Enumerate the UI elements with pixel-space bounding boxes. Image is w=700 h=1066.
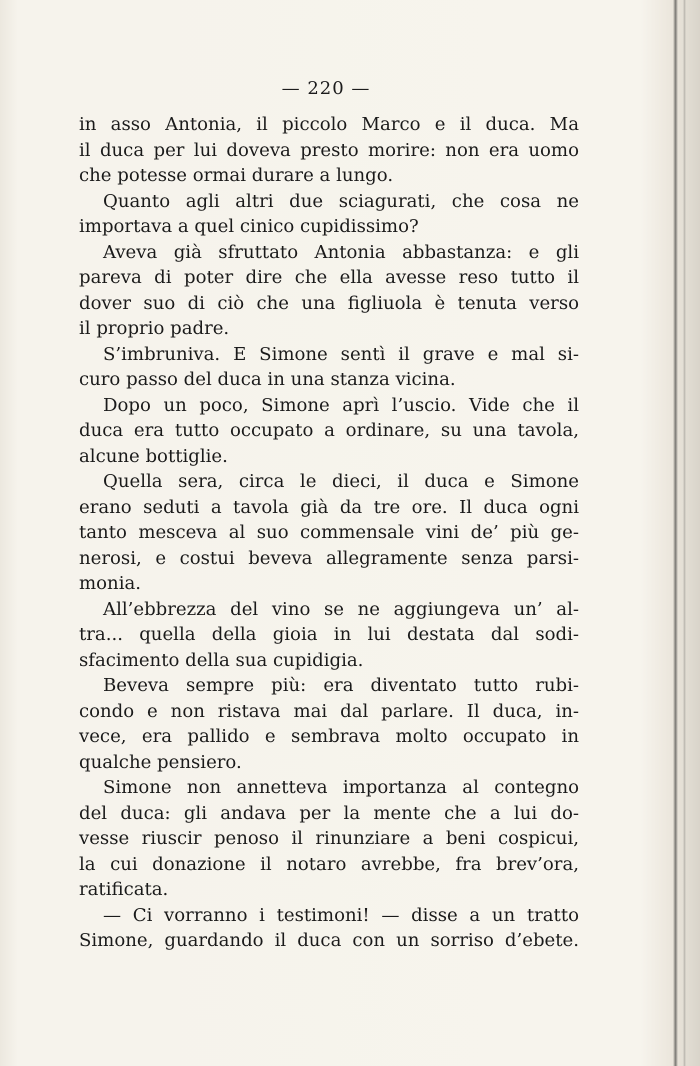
text-line: che potesse ormai durare a lungo. (79, 165, 394, 186)
text-line: del duca: gli andava per la mente che a lui do- (79, 802, 579, 824)
text-line: Dopo un poco, Simone aprì l’uscio. Vide che il (103, 394, 579, 416)
text-line: la cui donazione il notaro avrebbe, fra brev’ora, (79, 853, 579, 875)
text-line: vesse riuscir penoso il rinunziare a beni cospicui, (79, 828, 579, 849)
text-line: condo e non ristava mai dal parlare. Il duca, in- (79, 700, 579, 722)
text-line: curo passo del duca in una stanza vicina. (79, 369, 456, 390)
text-line: ratificata. (79, 879, 169, 900)
text-line: Beveva sempre più: era diventato tutto rubi- (103, 675, 579, 696)
page-spine-shadow (673, 0, 678, 1066)
page-edge-shadow (683, 0, 686, 1066)
text-line: importava a quel cinico cupidissimo? (79, 216, 419, 237)
text-line: in asso Antonia, il piccolo Marco e il duca. Ma (79, 114, 579, 135)
text-line: il proprio padre. (79, 318, 230, 339)
text-line: Quella sera, circa le dieci, il duca e Simone (103, 471, 579, 492)
text-line: Aveva già sfruttato Antonia abbastanza: e gli (103, 241, 579, 263)
text-line: qualche pensiero. (79, 751, 242, 773)
text-line: Simone, guardando il duca con un sorriso d’ebete. (79, 930, 579, 951)
text-line: il duca per lui doveva presto morire: non era uomo (79, 139, 579, 161)
text-line: tanto mesceva al suo commensale vini de’ più ge- (79, 522, 579, 543)
text-line: Simone non annetteva importanza al contegno (103, 777, 579, 798)
text-line: — Ci vorranno i testimoni! — disse a un tratto (103, 904, 579, 926)
text-line: Quanto agli altri due sciagurati, che cosa ne (103, 190, 579, 212)
text-line: S’imbruniva. E Simone sentì il grave e mal si- (103, 343, 579, 365)
text-line: alcune bottiglie. (79, 445, 228, 467)
text-line: All’ebbrezza del vino se ne aggiungeva un’ al- (103, 598, 579, 620)
body-text (79, 112, 579, 954)
text-line: nerosi, e costui beveva allegramente senza parsi- (79, 547, 579, 569)
text-line: vece, era pallido e sembrava molto occupato in (79, 726, 579, 747)
text-line: dover suo di ciò che una figliuola è tenuta verso (79, 292, 579, 314)
text-line: sfacimento della sua cupidigia. (79, 649, 364, 671)
text-line: monia. (79, 573, 142, 594)
page-number: — 220 — (281, 78, 371, 99)
text-line: duca era tutto occupato a ordinare, su una tavola, (79, 420, 579, 441)
text-line: pareva di poter dire che ella avesse reso tutto il (79, 267, 579, 288)
text-line: tra... quella della gioia in lui destata dal sodi- (79, 624, 579, 645)
text-line: erano seduti a tavola già da tre ore. Il duca ogni (79, 496, 579, 518)
